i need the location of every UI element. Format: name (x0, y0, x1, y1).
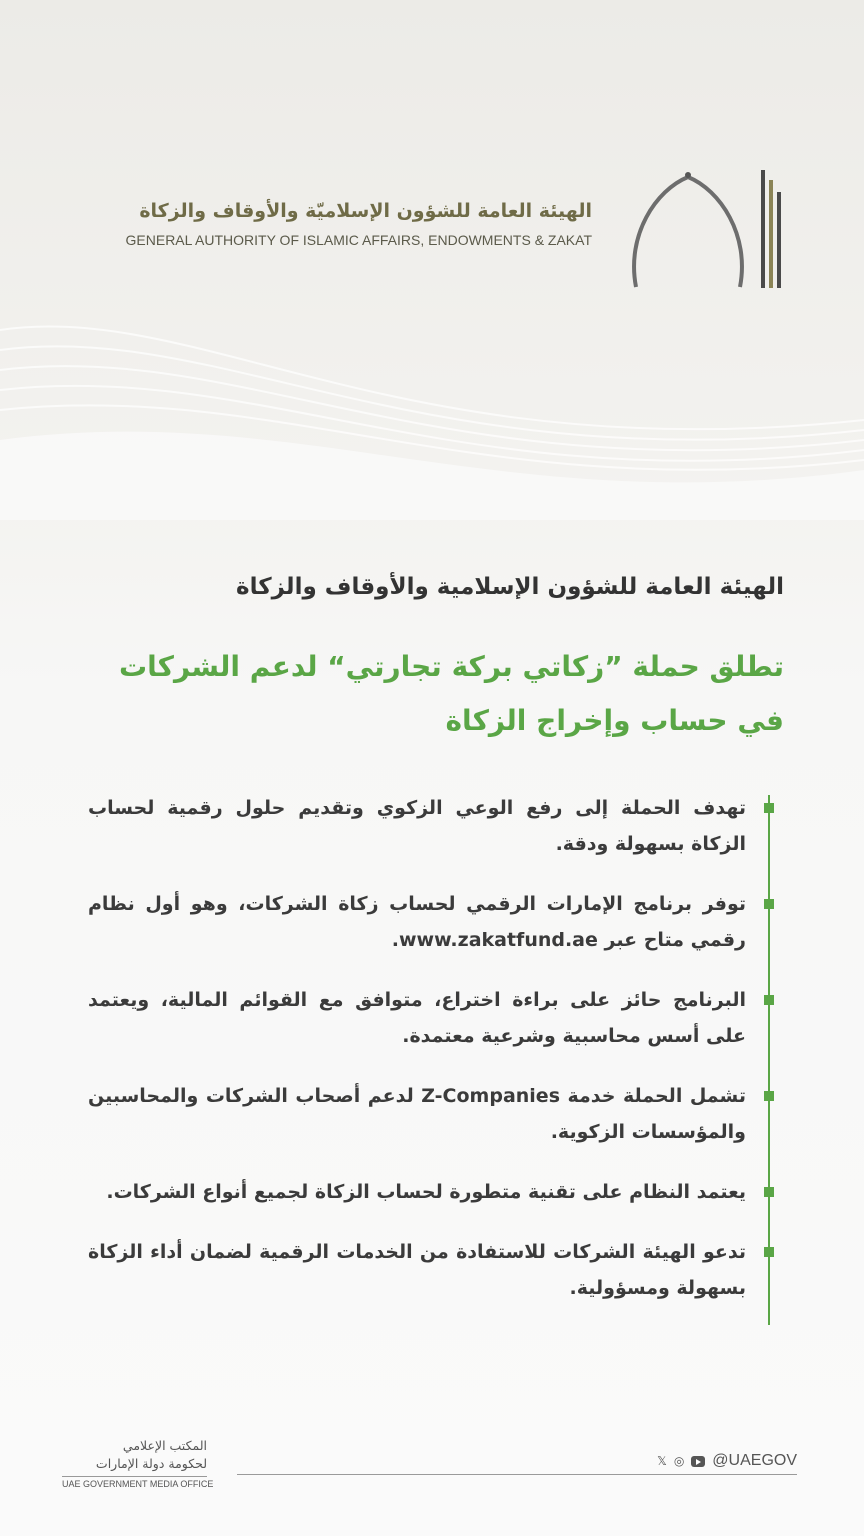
headline (64, 640, 784, 748)
organization-name: الهيئة العامة للشؤون الإسلامية والأوقاف والزكاة (236, 574, 784, 600)
instagram-icon[interactable]: ◎ (673, 1454, 685, 1468)
media-office-arabic-1: المكتب الإعلامي (122, 1438, 207, 1453)
x-icon[interactable]: 𝕏 (657, 1454, 667, 1468)
list-item (88, 1234, 788, 1306)
list-item (88, 982, 788, 1054)
list-item (88, 790, 788, 862)
youtube-icon[interactable] (691, 1456, 705, 1467)
bullet-square-icon (764, 1247, 774, 1257)
media-office-arabic-2: لحكومة دولة الإمارات (95, 1456, 207, 1471)
social-links (657, 1452, 797, 1470)
authority-logo (80, 160, 800, 300)
list-item (88, 886, 788, 958)
bullet-square-icon (764, 1091, 774, 1101)
headline-line-2: في حساب وإخراج الزكاة (445, 704, 784, 737)
bullet-square-icon (764, 803, 774, 813)
media-office-english: UAE GOVERNMENT MEDIA OFFICE (62, 1479, 214, 1489)
list-item-text: تهدف الحملة إلى رفع الوعي الزكوي وتقديم حلول رقمية لحساب الزكاة بسهولة ودقة. (88, 797, 746, 855)
list-item (88, 1174, 788, 1210)
list-item-text: توفر برنامج الإمارات الرقمي لحساب زكاة الشركات، وهو أول نظام رقمي متاح عبر www.zakatfund.ae. (88, 893, 746, 951)
headline-line-1: تطلق حملة ”زكاتي بركة تجارتي“ لدعم الشركات (119, 650, 784, 683)
list-item-text: البرنامج حائز على براءة اختراع، متوافق مع القوائم المالية، ويعتمد على أسس محاسبية وشرعية معتمدة. (88, 989, 746, 1047)
social-handle[interactable]: @UAEGOV (712, 1452, 797, 1469)
bullet-square-icon (764, 995, 774, 1005)
list-item-text: تدعو الهيئة الشركات للاستفادة من الخدمات الرقمية لضمان أداء الزكاة بسهولة ومسؤولية. (88, 1241, 746, 1299)
list-item (88, 1078, 788, 1150)
media-office-divider (62, 1476, 207, 1477)
media-office-logo (62, 1437, 207, 1473)
footer-divider (237, 1474, 797, 1475)
arch-emblem-icon (626, 165, 786, 290)
logo-english-text: GENERAL AUTHORITY OF ISLAMIC AFFAIRS, ENDOWMENTS & ZAKAT (125, 232, 592, 248)
bullet-square-icon (764, 1187, 774, 1197)
bullet-list (88, 790, 788, 1330)
list-item-text: يعتمد النظام على تقنية متطورة لحساب الزكاة لجميع أنواع الشركات. (106, 1181, 746, 1203)
bullet-square-icon (764, 899, 774, 909)
list-item-text: تشمل الحملة خدمة Z-Companies لدعم أصحاب الشركات والمحاسبين والمؤسسات الزكوية. (88, 1085, 746, 1143)
logo-arabic-text: الهيئة العامة للشؤون الإسلاميّة والأوقاف والزكاة (139, 200, 592, 222)
